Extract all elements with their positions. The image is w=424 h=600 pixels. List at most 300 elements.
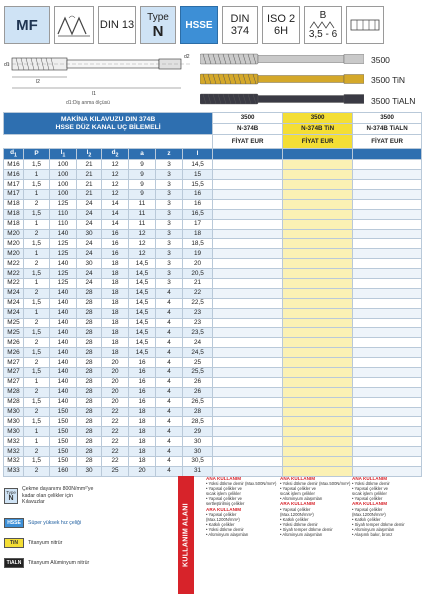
price-cell [353, 447, 422, 457]
table-cell: 1,5 [24, 397, 50, 407]
type-badge: Type N [140, 6, 176, 44]
table-cell: 16 [129, 367, 156, 377]
table-cell: 17 [183, 219, 213, 229]
table-cell: 140 [50, 328, 77, 338]
table-cell: 26 [183, 387, 213, 397]
table-cell: 1,5 [24, 298, 50, 308]
table-row [4, 269, 422, 279]
legend-tin: TiN Titanyum nitrür [4, 538, 62, 548]
table-cell: 16 [102, 229, 129, 239]
price-cell [213, 377, 283, 387]
table-row [4, 288, 422, 298]
table-cell: 14,5 [129, 278, 156, 288]
table-cell: 20 [102, 397, 129, 407]
mf-badge: MF [4, 6, 50, 44]
table-cell: 15,5 [183, 180, 213, 190]
din13-badge: DIN 13 [98, 6, 136, 44]
table-cell: 15 [183, 170, 213, 180]
table-cell: 18,5 [183, 239, 213, 249]
table-cell: 125 [50, 278, 77, 288]
table-cell: 9 [129, 170, 156, 180]
col-z: z [156, 149, 183, 160]
usage-col-3500: ANA KULLANIM • Yoksi dökme demir (Max.500N/mm²) • Yapısal çelikler ve sıcak işlem çelikler • Yapısal çelikler ve sertleştirilmiş çelikler ARA KULLANIM • Yapısal çelikler (Max.1200N/mm²) • Katkılı çelikler • Yoksi dökme demir • Alüminyum alaşımları [206, 476, 277, 538]
price-cell [353, 219, 422, 229]
table-cell: M17 [4, 180, 24, 190]
table-cell: 16 [129, 358, 156, 368]
table-cell: 140 [50, 377, 77, 387]
price-cell [283, 457, 353, 467]
table-cell: 28,5 [183, 417, 213, 427]
table-cell: 150 [50, 447, 77, 457]
table-row [4, 387, 422, 397]
price-cell [283, 407, 353, 417]
table-cell: 140 [50, 318, 77, 328]
table-cell: 18 [129, 417, 156, 427]
price-cell [283, 338, 353, 348]
table-cell: 140 [50, 338, 77, 348]
table-cell: 18 [102, 328, 129, 338]
table-cell: M20 [4, 249, 24, 259]
table-row [4, 219, 422, 229]
table-cell: M18 [4, 199, 24, 209]
table-row [4, 249, 422, 259]
product-head-3500: 3500 [213, 113, 283, 124]
table-cell: 2 [24, 259, 50, 269]
table-cell: 100 [50, 170, 77, 180]
price-cell [283, 269, 353, 279]
table-cell: M17 [4, 189, 24, 199]
price-cell [213, 387, 283, 397]
table-cell: M26 [4, 348, 24, 358]
table-cell: 14,5 [129, 338, 156, 348]
table-cell: 150 [50, 407, 77, 417]
table-cell: 22 [102, 437, 129, 447]
table-cell: M20 [4, 239, 24, 249]
table-row [4, 229, 422, 239]
price-cell [283, 358, 353, 368]
table-cell: 1,5 [24, 348, 50, 358]
price-cell [283, 239, 353, 249]
table-cell: 150 [50, 457, 77, 467]
price-cell [213, 269, 283, 279]
price-cell [283, 249, 353, 259]
table-cell: 1 [24, 278, 50, 288]
table-cell: 18 [129, 427, 156, 437]
table-cell: 28 [77, 427, 102, 437]
price-cell [353, 160, 422, 170]
table-row [4, 160, 422, 170]
product-sub-3500: N-374B [213, 124, 283, 135]
table-cell: 9 [129, 189, 156, 199]
price-cell [213, 427, 283, 437]
table-cell: 110 [50, 219, 77, 229]
price-cell [283, 278, 353, 288]
price-cell [283, 328, 353, 338]
table-cell: M24 [4, 308, 24, 318]
table-cell: 1,5 [24, 180, 50, 190]
table-cell: 30 [183, 447, 213, 457]
table-cell: 3 [156, 189, 183, 199]
table-cell: 140 [50, 358, 77, 368]
flute-icon [346, 6, 384, 44]
table-cell: 2 [24, 407, 50, 417]
price-cell [283, 397, 353, 407]
price-cell [283, 466, 353, 476]
legend-hsse: HSSE Süper yüksek hız çeliği [4, 518, 81, 528]
table-cell: 4 [156, 288, 183, 298]
price-cell [353, 249, 422, 259]
price-cell [283, 160, 353, 170]
table-cell: 140 [50, 259, 77, 269]
table-cell: 28 [77, 328, 102, 338]
table-row [4, 437, 422, 447]
price-cell [283, 209, 353, 219]
table-cell: M27 [4, 358, 24, 368]
table-cell: 100 [50, 160, 77, 170]
table-row [4, 358, 422, 368]
table-cell: 14,5 [129, 259, 156, 269]
table-cell: 24 [77, 199, 102, 209]
svg-text:d1: d1 [4, 62, 10, 68]
table-cell: 18 [183, 229, 213, 239]
table-cell: M27 [4, 377, 24, 387]
table-cell: 14 [102, 199, 129, 209]
table-cell: 1,5 [24, 239, 50, 249]
table-cell: 1 [24, 377, 50, 387]
table-cell: 3 [156, 199, 183, 209]
price-cell [213, 417, 283, 427]
price-cell [213, 437, 283, 447]
table-row [4, 180, 422, 190]
table-cell: 4 [156, 298, 183, 308]
table-cell: 28 [77, 338, 102, 348]
table-cell: 20 [102, 387, 129, 397]
table-cell: 14,5 [129, 308, 156, 318]
table-cell: 3 [156, 180, 183, 190]
product-photo-3500-tialn [200, 92, 364, 106]
table-cell: 3 [156, 278, 183, 288]
table-row [4, 367, 422, 377]
col-a: a [129, 149, 156, 160]
price-cell [283, 298, 353, 308]
chamfer-badge: B 3,5 - 6 [304, 6, 342, 44]
table-cell: 140 [50, 288, 77, 298]
table-cell: 12 [129, 229, 156, 239]
table-cell: 24 [77, 278, 102, 288]
table-cell: 4 [156, 417, 183, 427]
table-cell: 160 [50, 466, 77, 476]
table-cell: 21 [183, 278, 213, 288]
price-cell [213, 199, 283, 209]
table-cell: 28 [77, 308, 102, 318]
table-cell: 19 [183, 249, 213, 259]
price-cell [353, 298, 422, 308]
table-cell: 18 [102, 288, 129, 298]
table-row [4, 328, 422, 338]
price-cell [353, 427, 422, 437]
price-cell [353, 229, 422, 239]
price-cell [353, 269, 422, 279]
table-cell: 16 [183, 199, 213, 209]
table-cell: 25 [183, 358, 213, 368]
hsse-badge: HSSE [180, 6, 218, 44]
col-price-3500-tin [283, 149, 353, 160]
price-cell [213, 397, 283, 407]
table-cell: 4 [156, 397, 183, 407]
table-cell: 11 [129, 199, 156, 209]
table-cell: 18 [102, 348, 129, 358]
table-title: MAKİNA KILAVUZU DIN 374B HSSE DÜZ KANAL UÇ BİLEMELİ [4, 113, 213, 135]
table-cell: 1,5 [24, 209, 50, 219]
table-cell: 18 [102, 338, 129, 348]
table-cell: 20 [183, 259, 213, 269]
table-cell: 22 [102, 447, 129, 457]
table-cell: 14 [102, 209, 129, 219]
table-cell: 125 [50, 269, 77, 279]
table-cell: 9 [129, 160, 156, 170]
table-cell: 28 [77, 407, 102, 417]
price-cell [353, 437, 422, 447]
table-cell: 2 [24, 229, 50, 239]
table-row [4, 239, 422, 249]
table-cell: 22 [102, 457, 129, 467]
price-cell [213, 328, 283, 338]
col-price-3500 [213, 149, 283, 160]
table-cell: 125 [50, 199, 77, 209]
product-sub-3500-tialn: N-374B TiALN [353, 124, 422, 135]
table-cell: M22 [4, 269, 24, 279]
table-cell: 16 [129, 377, 156, 387]
price-cell [213, 160, 283, 170]
price-cell [283, 189, 353, 199]
price-cell [353, 199, 422, 209]
table-cell: 2 [24, 466, 50, 476]
price-cell [283, 417, 353, 427]
table-cell: 21 [77, 170, 102, 180]
table-cell: 3 [156, 239, 183, 249]
price-cell [353, 308, 422, 318]
table-row [4, 377, 422, 387]
table-cell: 9 [129, 180, 156, 190]
col-l: l [183, 149, 213, 160]
table-cell: 16 [183, 189, 213, 199]
iso-badge: ISO 2 6H [262, 6, 300, 44]
legend-tialn: TiALN Titanyum Alüminyum nitrür [4, 558, 89, 568]
table-cell: M24 [4, 298, 24, 308]
price-cell [283, 219, 353, 229]
table-cell: 140 [50, 397, 77, 407]
price-cell [213, 249, 283, 259]
table-cell: 28 [77, 417, 102, 427]
table-cell: 3 [156, 259, 183, 269]
thread-profile-icon [54, 6, 94, 44]
table-cell: 22,5 [183, 298, 213, 308]
usage-col-3500-tialn: ANA KULLANIM • Yoksi dökme demir • Yapısal çelikler ve sıcak işlem çelikler • Yapısal çelikler ARA KULLANIM • Yapısal çelikler (Max.1200N/mm²) • Katkılı çelikler • Siyah temper dökme demir • Alüminyum alaşımları • Alaşımlı bakır, bronz [352, 476, 405, 538]
table-row [4, 259, 422, 269]
table-cell: 140 [50, 298, 77, 308]
table-cell: 4 [156, 387, 183, 397]
table-cell: 1 [24, 170, 50, 180]
table-cell: 16 [129, 387, 156, 397]
svg-text:l1: l1 [92, 91, 96, 97]
table-cell: M25 [4, 318, 24, 328]
table-cell: 2 [24, 387, 50, 397]
table-cell: 14,5 [129, 328, 156, 338]
table-cell: M32 [4, 437, 24, 447]
table-cell: 16 [102, 249, 129, 259]
table-cell: 2 [24, 358, 50, 368]
table-cell: 125 [50, 239, 77, 249]
price-cell [213, 318, 283, 328]
price-cell [213, 219, 283, 229]
spec-badges [4, 6, 384, 44]
table-cell: 12 [102, 160, 129, 170]
col-l2: $l_2$ [77, 149, 102, 160]
usage-col-3500-tin: ANA KULLANIM • Yoksi dökme demir (Max.500N/mm²) • Yapısal çelikler ve sıcak işlem çelikler • Alüminyum alaşımları ARA KULLANIM • Yapısal çelikler (Max.1200N/mm²) • Katkılı çelikler • Yoksi dökme demir • Siyah temper dökme demir • Alüminyum alaşımları [280, 476, 351, 538]
table-cell: 4 [156, 348, 183, 358]
table-cell: 30,5 [183, 457, 213, 467]
table-cell: 3 [156, 209, 183, 219]
table-cell: 28 [77, 387, 102, 397]
table-cell: 28 [77, 288, 102, 298]
price-cell [353, 180, 422, 190]
price-cell [283, 229, 353, 239]
tap-spec-table [3, 112, 422, 477]
table-cell: 3 [156, 269, 183, 279]
legend-type-badge: Type N [4, 488, 18, 504]
price-cell [353, 189, 422, 199]
table-cell: 1 [24, 219, 50, 229]
price-cell [283, 447, 353, 457]
table-cell: 28 [77, 358, 102, 368]
table-cell: 4 [156, 437, 183, 447]
table-cell: 4 [156, 338, 183, 348]
product-photo-3500 [200, 52, 364, 66]
table-cell: 20 [102, 367, 129, 377]
table-row [4, 427, 422, 437]
table-cell: 25 [102, 466, 129, 476]
price-cell [213, 308, 283, 318]
table-cell: 23 [183, 308, 213, 318]
table-cell: 4 [156, 427, 183, 437]
table-cell: 3 [156, 219, 183, 229]
table-cell: 14,5 [129, 288, 156, 298]
table-cell: 11 [129, 209, 156, 219]
price-cell [353, 348, 422, 358]
price-cell [283, 427, 353, 437]
price-cell [213, 189, 283, 199]
table-cell: 18 [129, 407, 156, 417]
table-cell: M28 [4, 397, 24, 407]
svg-text:d2: d2 [184, 54, 190, 60]
table-cell: 18 [102, 318, 129, 328]
table-cell: 26,5 [183, 397, 213, 407]
table-cell: 24 [77, 249, 102, 259]
table-cell: 1 [24, 308, 50, 318]
price-cell [353, 338, 422, 348]
table-cell: 1,5 [24, 160, 50, 170]
table-cell: 26 [183, 377, 213, 387]
table-cell: 14,5 [129, 269, 156, 279]
table-cell: 24 [77, 269, 102, 279]
table-cell: 18 [102, 298, 129, 308]
table-row [4, 278, 422, 288]
table-cell: 12 [129, 249, 156, 259]
table-cell: 110 [50, 209, 77, 219]
table-cell: 21 [77, 180, 102, 190]
table-cell: 24 [77, 239, 102, 249]
table-cell: M22 [4, 259, 24, 269]
table-row [4, 199, 422, 209]
price-cell [213, 298, 283, 308]
table-cell: 24 [77, 209, 102, 219]
price-cell [353, 377, 422, 387]
table-cell: 18 [129, 447, 156, 457]
price-cell [283, 348, 353, 358]
table-cell: M20 [4, 229, 24, 239]
price-cell [213, 338, 283, 348]
price-head-3500-tin: FİYAT EUR [283, 135, 353, 149]
table-cell: 4 [156, 466, 183, 476]
price-cell [283, 318, 353, 328]
table-cell: 1,5 [24, 328, 50, 338]
price-cell [283, 288, 353, 298]
table-cell: 4 [156, 377, 183, 387]
table-row [4, 209, 422, 219]
table-cell: 1 [24, 249, 50, 259]
table-cell: M32 [4, 457, 24, 467]
legend-type: Type N Çekme dayanımı 800N/mm²'ye kadar olan çelikler için Kılavuzlar [4, 486, 93, 506]
price-cell [213, 180, 283, 190]
product-photo-3500-tin [200, 72, 364, 86]
price-cell [353, 466, 422, 476]
table-cell: 4 [156, 318, 183, 328]
table-cell: 28 [77, 348, 102, 358]
table-row [4, 407, 422, 417]
table-cell: 140 [50, 229, 77, 239]
price-cell [353, 387, 422, 397]
table-cell: M28 [4, 387, 24, 397]
table-cell: 16,5 [183, 209, 213, 219]
table-cell: 22 [102, 427, 129, 437]
table-cell: 100 [50, 180, 77, 190]
price-cell [353, 318, 422, 328]
table-cell: 18 [102, 308, 129, 318]
table-cell: 4 [156, 358, 183, 368]
table-cell: 30 [77, 259, 102, 269]
col-d1: $d_1$ [4, 149, 24, 160]
table-cell: 31 [183, 466, 213, 476]
table-cell: 2 [24, 447, 50, 457]
table-cell: 22 [102, 417, 129, 427]
table-cell: 1,5 [24, 269, 50, 279]
table-cell: 14,5 [129, 318, 156, 328]
table-cell: M27 [4, 367, 24, 377]
table-cell: 4 [156, 367, 183, 377]
table-cell: 2 [24, 199, 50, 209]
price-cell [213, 447, 283, 457]
table-cell: 4 [156, 308, 183, 318]
table-cell: 18 [102, 278, 129, 288]
price-cell [353, 407, 422, 417]
table-cell: 12 [102, 170, 129, 180]
table-cell: 11 [129, 219, 156, 229]
column-header-row [4, 149, 422, 160]
product-head-3500-tialn: 3500 [353, 113, 422, 124]
price-cell [213, 407, 283, 417]
table-cell: M25 [4, 328, 24, 338]
price-cell [353, 457, 422, 467]
